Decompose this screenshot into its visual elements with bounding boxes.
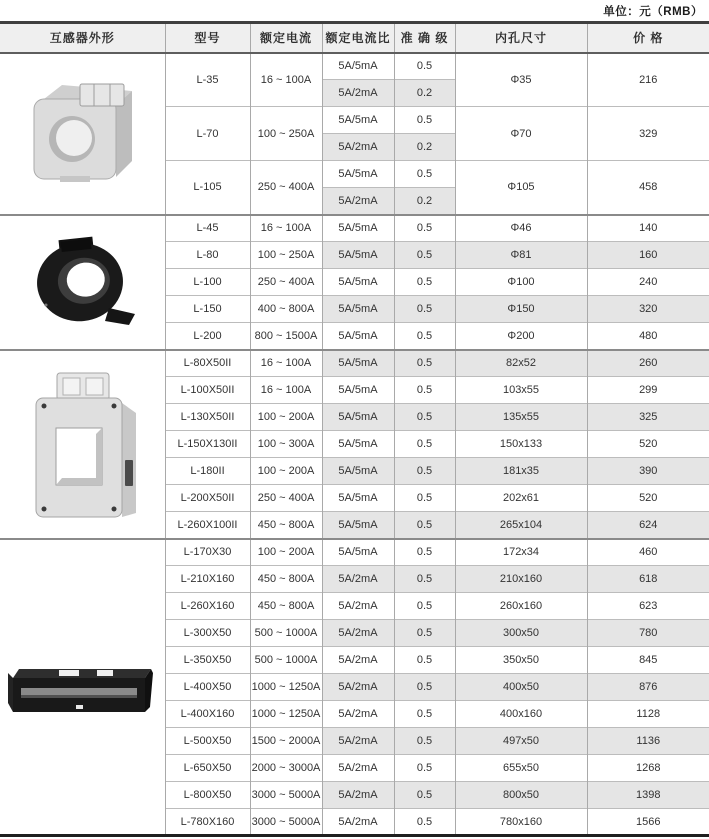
hole-size-cell: 300x50 bbox=[455, 620, 587, 647]
current-ratio-cell: 5A/5mA bbox=[322, 269, 394, 296]
hole-size-cell: 202x61 bbox=[455, 485, 587, 512]
rated-current-cell: 2000 ~ 3000A bbox=[250, 755, 322, 782]
hole-size-cell: 655x50 bbox=[455, 755, 587, 782]
accuracy-class-cell: 0.5 bbox=[394, 107, 455, 134]
model-cell: L-200 bbox=[165, 323, 250, 350]
current-ratio-cell: 5A/5mA bbox=[322, 539, 394, 566]
section-3 bbox=[0, 350, 709, 539]
accuracy-class-cell: 0.5 bbox=[394, 296, 455, 323]
ring-core-ct-image bbox=[23, 232, 141, 332]
current-ratio-cell: 5A/2mA bbox=[322, 755, 394, 782]
price-cell: 260 bbox=[587, 350, 709, 377]
table-header-row bbox=[0, 23, 709, 53]
current-ratio-cell: 5A/2mA bbox=[322, 647, 394, 674]
rated-current-cell: 450 ~ 800A bbox=[250, 566, 322, 593]
model-cell: L-780X160 bbox=[165, 809, 250, 836]
accuracy-class-cell: 0.5 bbox=[394, 458, 455, 485]
hole-size-cell: Φ100 bbox=[455, 269, 587, 296]
square-frame-ct-image bbox=[23, 367, 141, 521]
column-header-6: 内孔尺寸 bbox=[455, 23, 587, 53]
accuracy-class-cell: 0.5 bbox=[394, 269, 455, 296]
rated-current-cell: 250 ~ 400A bbox=[250, 269, 322, 296]
model-cell: L-350X50 bbox=[165, 647, 250, 674]
accuracy-class-cell: 0.5 bbox=[394, 215, 455, 242]
hole-size-cell: 400x160 bbox=[455, 701, 587, 728]
model-cell: L-200X50II bbox=[165, 485, 250, 512]
accuracy-class-cell: 0.5 bbox=[394, 161, 455, 188]
table-row bbox=[0, 350, 709, 377]
table-header bbox=[0, 23, 709, 53]
section-4 bbox=[0, 539, 709, 836]
model-cell: L-170X30 bbox=[165, 539, 250, 566]
model-cell: L-100 bbox=[165, 269, 250, 296]
model-cell: L-130X50II bbox=[165, 404, 250, 431]
rated-current-cell: 100 ~ 200A bbox=[250, 539, 322, 566]
section-1 bbox=[0, 53, 709, 215]
rated-current-cell: 3000 ~ 5000A bbox=[250, 782, 322, 809]
model-cell: L-150 bbox=[165, 296, 250, 323]
current-ratio-cell: 5A/5mA bbox=[322, 431, 394, 458]
price-cell: 458 bbox=[587, 161, 709, 215]
model-cell: L-400X50 bbox=[165, 674, 250, 701]
hole-size-cell: Φ150 bbox=[455, 296, 587, 323]
table-row bbox=[0, 215, 709, 242]
current-ratio-cell: 5A/2mA bbox=[322, 188, 394, 215]
current-ratio-cell: 5A/2mA bbox=[322, 134, 394, 161]
busbar-ct-image bbox=[7, 645, 157, 729]
current-ratio-cell: 5A/5mA bbox=[322, 242, 394, 269]
hole-size-cell: Φ46 bbox=[455, 215, 587, 242]
price-table bbox=[0, 21, 709, 837]
rated-current-cell: 100 ~ 250A bbox=[250, 107, 322, 161]
price-cell: 390 bbox=[587, 458, 709, 485]
price-cell: 325 bbox=[587, 404, 709, 431]
hole-size-cell: 780x160 bbox=[455, 809, 587, 836]
price-cell: 1128 bbox=[587, 701, 709, 728]
price-cell: 240 bbox=[587, 269, 709, 296]
current-ratio-cell: 5A/5mA bbox=[322, 350, 394, 377]
accuracy-class-cell: 0.5 bbox=[394, 674, 455, 701]
price-cell: 1566 bbox=[587, 809, 709, 836]
rated-current-cell: 100 ~ 200A bbox=[250, 458, 322, 485]
price-cell: 624 bbox=[587, 512, 709, 539]
price-cell: 1398 bbox=[587, 782, 709, 809]
hole-size-cell: 135x55 bbox=[455, 404, 587, 431]
hole-size-cell: 800x50 bbox=[455, 782, 587, 809]
accuracy-class-cell: 0.5 bbox=[394, 242, 455, 269]
hole-size-cell: 103x55 bbox=[455, 377, 587, 404]
model-cell: L-500X50 bbox=[165, 728, 250, 755]
section-2 bbox=[0, 215, 709, 350]
accuracy-class-cell: 0.5 bbox=[394, 53, 455, 80]
price-cell: 623 bbox=[587, 593, 709, 620]
accuracy-class-cell: 0.5 bbox=[394, 404, 455, 431]
current-ratio-cell: 5A/2mA bbox=[322, 566, 394, 593]
model-cell: L-260X100II bbox=[165, 512, 250, 539]
product-image-cell bbox=[0, 539, 165, 836]
price-cell: 520 bbox=[587, 431, 709, 458]
accuracy-class-cell: 0.2 bbox=[394, 80, 455, 107]
model-cell: L-105 bbox=[165, 161, 250, 215]
accuracy-class-cell: 0.5 bbox=[394, 620, 455, 647]
hole-size-cell: 260x160 bbox=[455, 593, 587, 620]
rated-current-cell: 450 ~ 800A bbox=[250, 512, 322, 539]
rated-current-cell: 500 ~ 1000A bbox=[250, 620, 322, 647]
rated-current-cell: 100 ~ 200A bbox=[250, 404, 322, 431]
hole-size-cell: 172x34 bbox=[455, 539, 587, 566]
table-row bbox=[0, 539, 709, 566]
current-ratio-cell: 5A/5mA bbox=[322, 215, 394, 242]
current-ratio-cell: 5A/5mA bbox=[322, 161, 394, 188]
hole-size-cell: 350x50 bbox=[455, 647, 587, 674]
current-ratio-cell: 5A/2mA bbox=[322, 620, 394, 647]
current-ratio-cell: 5A/5mA bbox=[322, 404, 394, 431]
rated-current-cell: 100 ~ 300A bbox=[250, 431, 322, 458]
accuracy-class-cell: 0.5 bbox=[394, 539, 455, 566]
current-ratio-cell: 5A/5mA bbox=[322, 377, 394, 404]
model-cell: L-100X50II bbox=[165, 377, 250, 404]
model-cell: L-70 bbox=[165, 107, 250, 161]
price-cell: 845 bbox=[587, 647, 709, 674]
rated-current-cell: 100 ~ 250A bbox=[250, 242, 322, 269]
accuracy-class-cell: 0.5 bbox=[394, 809, 455, 836]
accuracy-class-cell: 0.2 bbox=[394, 188, 455, 215]
accuracy-class-cell: 0.5 bbox=[394, 755, 455, 782]
price-cell: 320 bbox=[587, 296, 709, 323]
current-ratio-cell: 5A/2mA bbox=[322, 728, 394, 755]
model-cell: L-800X50 bbox=[165, 782, 250, 809]
column-header-7: 价 格 bbox=[587, 23, 709, 53]
hole-size-cell: Φ35 bbox=[455, 53, 587, 107]
price-cell: 329 bbox=[587, 107, 709, 161]
model-cell: L-400X160 bbox=[165, 701, 250, 728]
hole-size-cell: 497x50 bbox=[455, 728, 587, 755]
current-ratio-cell: 5A/2mA bbox=[322, 80, 394, 107]
accuracy-class-cell: 0.5 bbox=[394, 377, 455, 404]
accuracy-class-cell: 0.5 bbox=[394, 728, 455, 755]
model-cell: L-45 bbox=[165, 215, 250, 242]
hole-size-cell: 400x50 bbox=[455, 674, 587, 701]
rated-current-cell: 16 ~ 100A bbox=[250, 350, 322, 377]
column-header-4: 额定电流比 bbox=[322, 23, 394, 53]
model-cell: L-35 bbox=[165, 53, 250, 107]
hole-size-cell: 82x52 bbox=[455, 350, 587, 377]
current-ratio-cell: 5A/2mA bbox=[322, 674, 394, 701]
hole-size-cell: 265x104 bbox=[455, 512, 587, 539]
current-ratio-cell: 5A/5mA bbox=[322, 53, 394, 80]
hole-size-cell: Φ70 bbox=[455, 107, 587, 161]
rated-current-cell: 1500 ~ 2000A bbox=[250, 728, 322, 755]
model-cell: L-260X160 bbox=[165, 593, 250, 620]
rated-current-cell: 450 ~ 800A bbox=[250, 593, 322, 620]
price-cell: 299 bbox=[587, 377, 709, 404]
hole-size-cell: 210x160 bbox=[455, 566, 587, 593]
unit-row bbox=[0, 0, 709, 21]
price-cell: 480 bbox=[587, 323, 709, 350]
current-ratio-cell: 5A/5mA bbox=[322, 296, 394, 323]
accuracy-class-cell: 0.5 bbox=[394, 323, 455, 350]
column-header-3: 额定电流 bbox=[250, 23, 322, 53]
accuracy-class-cell: 0.5 bbox=[394, 647, 455, 674]
rated-current-cell: 16 ~ 100A bbox=[250, 377, 322, 404]
model-cell: L-650X50 bbox=[165, 755, 250, 782]
hole-size-cell: Φ200 bbox=[455, 323, 587, 350]
round-hole-box-ct-image bbox=[22, 75, 142, 193]
hole-size-cell: 150x133 bbox=[455, 431, 587, 458]
rated-current-cell: 250 ~ 400A bbox=[250, 161, 322, 215]
accuracy-class-cell: 0.5 bbox=[394, 512, 455, 539]
current-ratio-cell: 5A/2mA bbox=[322, 809, 394, 836]
price-cell: 520 bbox=[587, 485, 709, 512]
model-cell: L-180II bbox=[165, 458, 250, 485]
hole-size-cell: 181x35 bbox=[455, 458, 587, 485]
current-ratio-cell: 5A/5mA bbox=[322, 485, 394, 512]
current-ratio-cell: 5A/5mA bbox=[322, 323, 394, 350]
product-image-cell bbox=[0, 215, 165, 350]
current-ratio-cell: 5A/2mA bbox=[322, 782, 394, 809]
model-cell: L-80X50II bbox=[165, 350, 250, 377]
rated-current-cell: 500 ~ 1000A bbox=[250, 647, 322, 674]
rated-current-cell: 800 ~ 1500A bbox=[250, 323, 322, 350]
hole-size-cell: Φ81 bbox=[455, 242, 587, 269]
rated-current-cell: 400 ~ 800A bbox=[250, 296, 322, 323]
unit-label: 单位：元（RMB） bbox=[603, 5, 703, 18]
table-row bbox=[0, 53, 709, 80]
price-cell: 1136 bbox=[587, 728, 709, 755]
current-ratio-cell: 5A/2mA bbox=[322, 593, 394, 620]
accuracy-class-cell: 0.5 bbox=[394, 485, 455, 512]
model-cell: L-210X160 bbox=[165, 566, 250, 593]
rated-current-cell: 1000 ~ 1250A bbox=[250, 674, 322, 701]
price-cell: 160 bbox=[587, 242, 709, 269]
model-cell: L-300X50 bbox=[165, 620, 250, 647]
rated-current-cell: 16 ~ 100A bbox=[250, 215, 322, 242]
column-header-1: 互感器外形 bbox=[0, 23, 165, 53]
model-cell: L-150X130II bbox=[165, 431, 250, 458]
rated-current-cell: 3000 ~ 5000A bbox=[250, 809, 322, 836]
accuracy-class-cell: 0.5 bbox=[394, 431, 455, 458]
price-cell: 460 bbox=[587, 539, 709, 566]
price-cell: 140 bbox=[587, 215, 709, 242]
product-image-cell bbox=[0, 53, 165, 215]
price-cell: 618 bbox=[587, 566, 709, 593]
price-cell: 216 bbox=[587, 53, 709, 107]
price-cell: 780 bbox=[587, 620, 709, 647]
column-header-5: 准 确 级 bbox=[394, 23, 455, 53]
current-ratio-cell: 5A/5mA bbox=[322, 458, 394, 485]
price-cell: 876 bbox=[587, 674, 709, 701]
current-ratio-cell: 5A/2mA bbox=[322, 701, 394, 728]
accuracy-class-cell: 0.2 bbox=[394, 134, 455, 161]
price-cell: 1268 bbox=[587, 755, 709, 782]
hole-size-cell: Φ105 bbox=[455, 161, 587, 215]
model-cell: L-80 bbox=[165, 242, 250, 269]
accuracy-class-cell: 0.5 bbox=[394, 593, 455, 620]
rated-current-cell: 1000 ~ 1250A bbox=[250, 701, 322, 728]
accuracy-class-cell: 0.5 bbox=[394, 782, 455, 809]
accuracy-class-cell: 0.5 bbox=[394, 701, 455, 728]
rated-current-cell: 16 ~ 100A bbox=[250, 53, 322, 107]
product-image-cell bbox=[0, 350, 165, 539]
current-ratio-cell: 5A/5mA bbox=[322, 512, 394, 539]
rated-current-cell: 250 ~ 400A bbox=[250, 485, 322, 512]
accuracy-class-cell: 0.5 bbox=[394, 566, 455, 593]
column-header-2: 型号 bbox=[165, 23, 250, 53]
current-ratio-cell: 5A/5mA bbox=[322, 107, 394, 134]
accuracy-class-cell: 0.5 bbox=[394, 350, 455, 377]
